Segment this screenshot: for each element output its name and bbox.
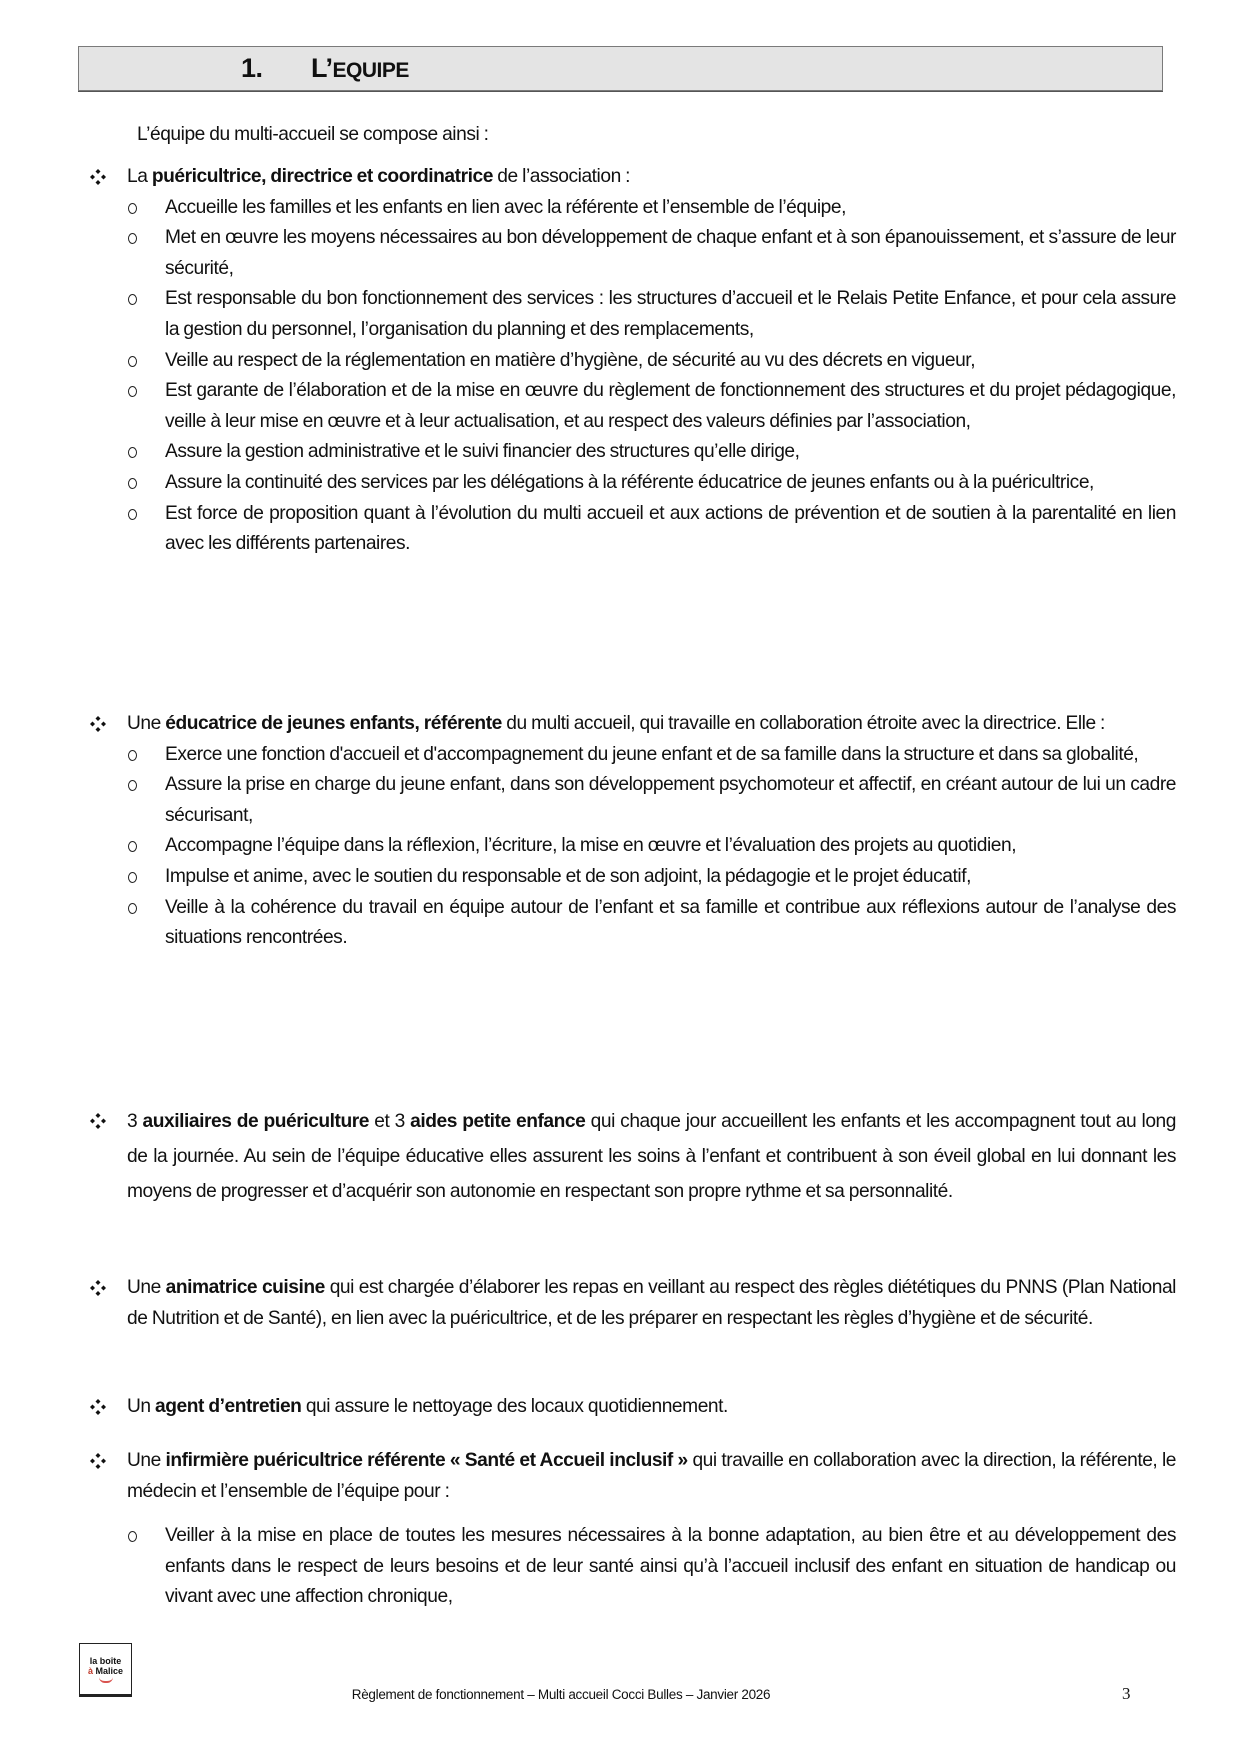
role-lead: Une infirmière puéricultrice référente « Santé et Accueil inclusif » qui travaille en collaboration avec la direction, la référente, le médecin et l’ensemble de l’équipe pour : [127,1450,1177,1502]
diamond-bullet-icon [90,1453,106,1469]
circle-bullet-icon [128,203,137,214]
role-lead: Une animatrice cuisine qui est chargée d’élaborer les repas en veillant au respect des règles diététiques du PNNS (Plan National de Nutrition et de Santé), en lien avec la puéricultrice, et de les préparer en respectant les règles d’hygiène et de sécurité. [127,1277,1176,1329]
diamond-bullet-icon [90,1399,106,1415]
role-section-infirmiere [0,1446,1242,1613]
section-title-prefix: L’ [311,53,333,83]
section-title-smallcaps: EQUIPE [332,59,409,82]
circle-bullet-icon [128,233,137,244]
list-item: Accueille les familles et les enfants en lien avec la référente et l’ensemble de l’équipe, [0,193,1242,224]
role-title: éducatrice de jeunes enfants, référente [165,713,502,734]
circle-bullet-icon [128,386,137,397]
list-item: Met en œuvre les moyens nécessaires au bon développement de chaque enfant et à son épanouissement, et s’assure de leur sécurité, [0,223,1242,284]
circle-bullet-icon [128,356,137,367]
circle-bullet-icon [128,750,137,761]
association-logo: la boîte à Malice [79,1643,132,1697]
circle-bullet-icon [128,872,137,883]
role-lead: Une éducatrice de jeunes enfants, référente du multi accueil, qui travaille en collaboration étroite avec la directrice. Elle : [127,713,1105,734]
circle-bullet-icon [128,447,137,458]
role-title-secondary: aides petite enfance [410,1111,586,1132]
list-item: Est responsable du bon fonctionnement des services : les structures d’accueil et le Relais Petite Enfance, et pour cela assure la gestion du personnel, l’organisation du planning et des remplacements, [0,284,1242,345]
page-number: 3 [1122,1684,1131,1703]
role-bullet [0,709,1242,740]
circle-bullet-icon [128,478,137,489]
diamond-bullet-icon [90,1113,106,1129]
list-item: Impulse et anime, avec le soutien du responsable et de son adjoint, la pédagogie et le projet éducatif, [0,862,1242,893]
circle-bullet-icon [128,841,137,852]
role-title: infirmière puéricultrice référente « Santé et Accueil inclusif » [165,1450,688,1471]
intro-paragraph: L’équipe du multi-accueil se compose ainsi : [137,124,489,145]
list-item: Est force de proposition quant à l’évolution du multi accueil et aux actions de prévention et de soutien à la parentalité en lien avec les différents partenaires. [0,499,1242,560]
list-item: Assure la prise en charge du jeune enfant, dans son développement psychomoteur et affectif, en créant autour de lui un cadre sécurisant, [0,770,1242,831]
list-item: Veille à la cohérence du travail en équipe autour de l’enfant et sa famille et contribue aux réflexions autour de l’analyse des situations rencontrées. [0,893,1242,954]
section-title [311,53,409,84]
circle-bullet-icon [128,903,137,914]
section-heading [78,46,1163,91]
section-number: 1. [241,53,263,83]
role-bullet [0,1392,1242,1423]
role-section-educatrice [0,709,1242,954]
role-lead: 3 auxiliaires de puériculture et 3 aides petite enfance qui chaque jour accueillent les enfants et les accompagnent tout au long de la journée. Au sein de l’équipe éducative elles assurent les soins à l’enfant et contribuent à son éveil global en lui donnant les moyens de progresser et d’acquérir son autonomie en respectant son propre rythme et sa personnalité. [127,1111,1176,1202]
role-title: auxiliaires de puériculture [142,1111,369,1132]
diamond-bullet-icon [90,716,106,732]
circle-bullet-icon [128,1531,137,1542]
list-item: Est garante de l’élaboration et de la mise en œuvre du règlement de fonctionnement des structures et du projet pédagogique, veille à leur mise en œuvre et à leur actualisation, et au respect des valeurs définies par l’association, [0,376,1242,437]
circle-bullet-icon [128,294,137,305]
role-bullet [0,162,1242,193]
list-item: Veille au respect de la réglementation en matière d’hygiène, de sécurité au vu des décrets en vigueur, [0,346,1242,377]
list-item: Assure la gestion administrative et le suivi financier des structures qu’elle dirige, [0,437,1242,468]
role-lead: Un agent d’entretien qui assure le nettoyage des locaux quotidiennement. [127,1396,728,1417]
list-item: Exerce une fonction d'accueil et d'accompagnement du jeune enfant et de sa famille dans la structure et dans sa globalité, [0,740,1242,771]
role-section-director [0,162,1242,560]
role-lead: La puéricultrice, directrice et coordinatrice de l’association : [127,166,631,187]
role-section-entretien [0,1392,1242,1423]
smile-icon [99,1677,113,1683]
role-title: agent d’entretien [155,1396,302,1417]
list-item: Veiller à la mise en place de toutes les mesures nécessaires à la bonne adaptation, au bien être et au développement des enfants dans le respect de leurs besoins et de leur santé ainsi qu’à l’accueil inclusif des enfant en situation de handicap ou vivant avec une affection chronique, [0,1521,1242,1613]
list-item: Assure la continuité des services par les délégations à la référente éducatrice de jeunes enfants ou à la puéricultrice, [0,468,1242,499]
role-bullet [0,1446,1242,1507]
role-section-cuisine [0,1273,1242,1334]
diamond-bullet-icon [90,1280,106,1296]
circle-bullet-icon [128,780,137,791]
role-section-auxiliaires [0,1104,1242,1209]
circle-bullet-icon [128,509,137,520]
list-item: Accompagne l’équipe dans la réflexion, l’écriture, la mise en œuvre et l’évaluation des projets au quotidien, [0,831,1242,862]
role-bullet [0,1104,1242,1209]
role-bullet [0,1273,1242,1334]
role-title: puéricultrice, directrice et coordinatrice [151,166,493,187]
role-title: animatrice cuisine [165,1277,325,1298]
diamond-bullet-icon [90,169,106,185]
footer-text: Règlement de fonctionnement – Multi accueil Cocci Bulles – Janvier 2026 [351,1687,771,1702]
